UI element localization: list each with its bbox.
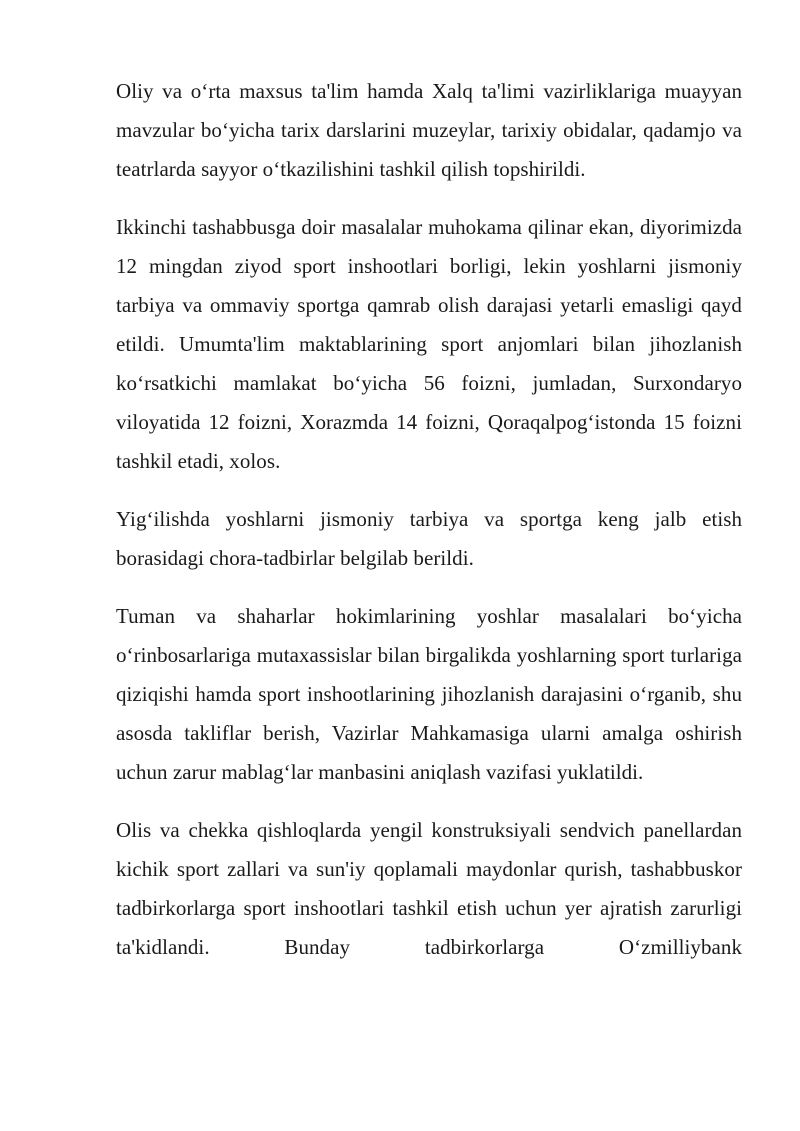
paragraph: Ikkinchi tashabbusga doir masalalar muhokama qilinar ekan, diyorimizda 12 mingdan ziyod sport inshootlari borligi, lekin yoshlarni jismoniy tarbiya va ommaviy sportga qamrab olish darajasi yetarli emasligi qayd etildi. Umumta'lim maktablarining sport anjomlari bilan jihozlanish ko‘rsatkichi mamlakat bo‘yicha 56 foizni, jumladan, Surxondaryo viloyatida 12 foizni, Xorazmda 14 foizni, Qoraqalpog‘istonda 15 foizni tashkil etadi, xolos. [116, 215, 742, 473]
paragraph: Yig‘ilishda yoshlarni jismoniy tarbiya va sportga keng jalb etish borasidagi chora-tadbirlar belgilab berildi. [116, 507, 742, 570]
document-body [116, 72, 742, 986]
paragraph: Olis va chekka qishloqlarda yengil konstruksiyali sendvich panellardan kichik sport zallari va sun'iy qoplamali maydonlar qurish, tashabbuskor tadbirkorlarga sport inshootlari tashkil etish uchun yer ajratish zarurligi ta'kidlandi. Bunday tadbirkorlarga O‘zmilliybank [116, 818, 742, 959]
paragraph: Tuman va shaharlar hokimlarining yoshlar masalalari bo‘yicha o‘rinbosarlariga mutaxassislar bilan birgalikda yoshlarning sport turlariga qiziqishi hamda sport inshootlarining jihozlanish darajasini o‘rganib, shu asosda takliflar berish, Vazirlar Mahkamasiga ularni amalga oshirish uchun zarur mablag‘lar manbasini aniqlash vazifasi yuklatildi. [116, 604, 742, 784]
paragraph: Oliy va o‘rta maxsus ta'lim hamda Xalq ta'limi vazirliklariga muayyan mavzular bo‘yicha tarix darslarini muzeylar, tarixiy obidalar, qadamjo va teatrlarda sayyor o‘tkazilishini tashkil qilish topshirildi. [116, 79, 742, 181]
